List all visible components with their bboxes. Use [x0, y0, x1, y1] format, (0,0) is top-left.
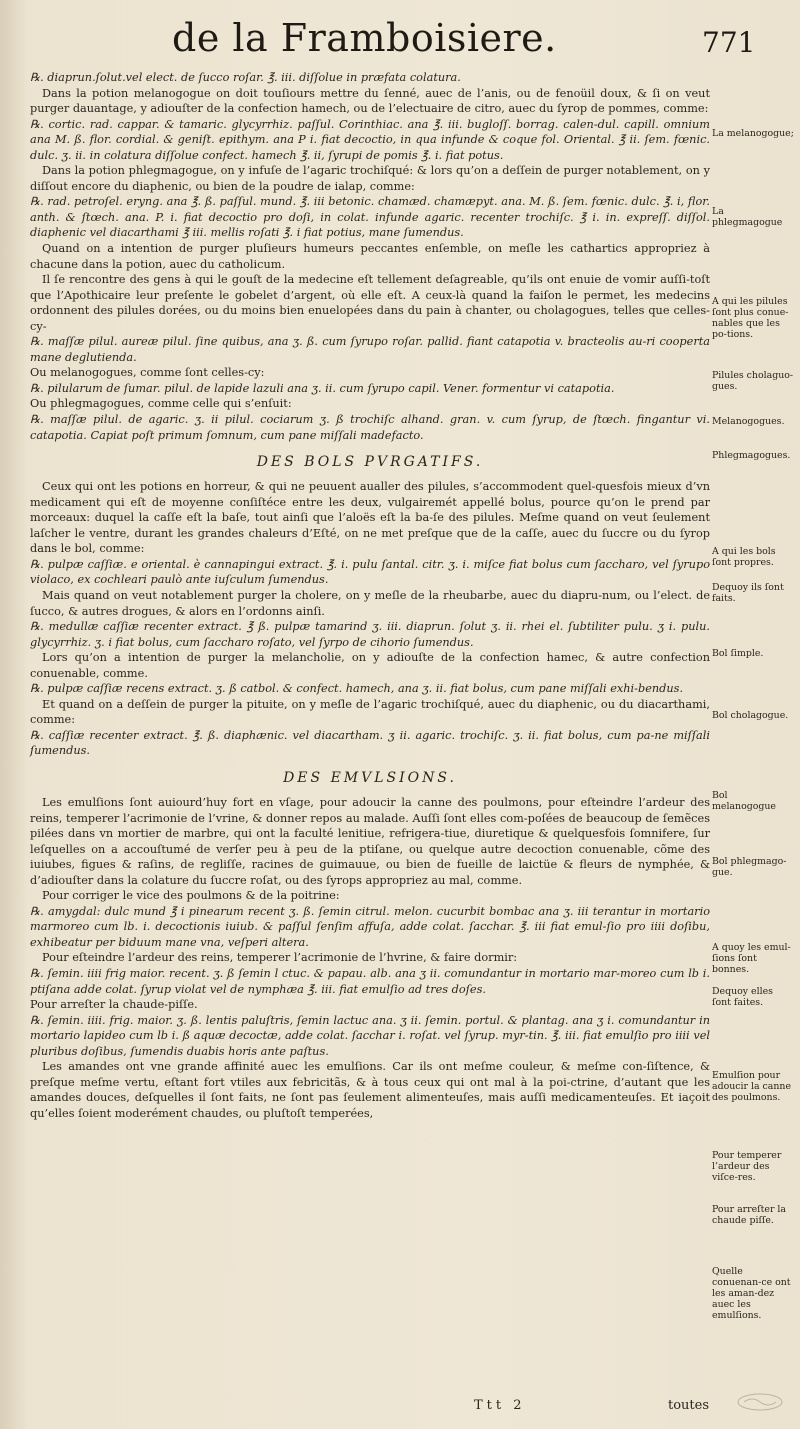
library-stamp-smudge: [736, 1392, 784, 1412]
prescription: ℞. rad. petroſel. eryng. ana ℥. ß. paſſul. mund. ℥. iii betonic. chamæd. chamæpyt. ana. M. ß. ſem. fœnic. dulc. ℥. i, flor. anth. & ſtœch. ana. P. i. fiat decoctio pro doſi, in colat. infunde agaric. recenter trochiſc. ℥ i. in. expreſſ. diſſol. diaphenic vel diacarthami ℥ iii. mellis roſati ℥. i fiat potius, mane ſumendus.: [30, 195, 710, 240]
margin-note: La phlegmagogue: [712, 206, 783, 228]
margin-note: A quoy les emul-ſions ſont bonnes.: [712, 942, 791, 975]
prescription: ℞. medullæ caſſiæ recenter extract. ℥ ß. pulpæ tamarind ʒ. iii. diaprun. ſolut ʒ. ii. rhei el. ſubtiliter pulu. ʒ i. pulu. glycyrrhiz. ʒ. i fiat bolus, cum ſaccharo roſato, vel ſyrpo de cihorio ſumendus.: [30, 620, 710, 649]
paragraph: Lors qu’on a intention de purger la melancholie, on y adiouſte de la confection hamec, & autre confection conuenable, comme.: [30, 651, 710, 680]
paragraph: Les emulſions ſont auiourd’huy fort en vſage, pour adoucir la canne des poulmons, pour eſteindre l’ardeur des reins, temperer l’acrimonie de l’vrine, & donner repos au malade. Auſſi ſont elles com-poſées de beaucoup de ſemẽces pilées dans vn mortier de marbre, qui ont la faculté lenitiue, refrigera-tiue, diuretique & quelquesfois ſomnifere, ſur leſquelles on a accouſtumé de verſer peu à peu de la ptiſane, ou quelque autre decoction conuenable, cõme des iuiubes, figues & raſins, de regliſſe, racines de guimauue, ou bien de fueille de laictüe & fleurs de nymphée, & d’adiouſter dans la colature du ſuccre roſat, ou des ſyrops appropriez au mal, comme.: [30, 795, 710, 887]
margin-note: Quelle conuenan-ce ont les aman-dez auec les emulſions.: [712, 1266, 791, 1321]
margin-note: La melanogogue;: [712, 128, 794, 139]
catchword: toutes: [668, 1398, 710, 1413]
paragraph: Dans la potion melanogogue on doit touſiours mettre du ſenné, auec de l’anis, ou de fenoüil doux, & ſi on veut purger dauantage, y adiouſter de la confection hamech, ou de l’electuaire de citro, auec du ſyrop de pommes, comme:: [30, 86, 710, 116]
prescription: ℞. maſſæ pilul. aureæ pilul. ſine quibus, ana ʒ. ß. cum ſyrupo roſar. pallid. fiant catapotia v. bracteolis au-ri cooperta mane deglutienda.: [30, 335, 710, 364]
signature-mark: Ttt 2: [474, 1398, 526, 1413]
margin-note: Phlegmagogues.: [712, 450, 791, 461]
paragraph: Pour eſteindre l’ardeur des reins, temperer l’acrimonie de l’hvrine, & faire dormir:: [42, 951, 518, 965]
prescription: ℞. amygdal: dulc mund ℥ i pinearum recent ʒ. ß. ſemin citrul. melon. cucurbit bombac ana ʒ. iii terantur in mortario marmoreo cum lb. i. decoctionis iuiub. & paſſul ſenſim affuſa, adde colat. ſacchar. ℥. iii fiat emul-ſio pro iiii doſibu, exhibeatur per biduum mane vna, veſperi altera.: [30, 904, 710, 949]
paragraph: Ou melanogogues, comme ſont celles-cy:: [30, 366, 265, 380]
prescription: ℞. ſemin. iiii. frig. maior. ʒ. ß. lentis paluſtris, ſemin lactuc ana. ʒ ii. ſemin. portul. & plantag. ana ʒ i. comundantur in mortario lapideo cum lb i. ß aquæ decoctæ, adde colat. ſacchar i. roſat. vel ſyrup. myr-tin. ℥. iii. fiat emulſio pro iiii vel pluribus doſibus, ſumendis duabis horis ante paſtus.: [30, 1013, 710, 1058]
page-header: [0, 12, 800, 70]
prescription: ℞. caſſiæ recenter extract. ℥. ß. diaphænic. vel diacartham. ʒ ii. agaric. trochiſc. ʒ. ii. fiat bolus, cum pa-ne miſſali ſumendus.: [30, 728, 710, 758]
prescription: ℞. pulpæ caſſiæ. e oriental. è cannapingui extract. ℥. i. pulu ſantal. citr. ʒ. i. miſce fiat bolus cum ſaccharo, vel ſyrupo violaco, ex cochleari paulò ante iuſculum ſumendus.: [30, 557, 710, 587]
main-text-column: [30, 70, 710, 1400]
margin-note: Pilules cholaguo-gues.: [712, 370, 794, 392]
section-heading: DES BOLS PVRGATIFS.: [256, 454, 484, 471]
margin-note: Pour temperer l’ardeur des viſce-res.: [712, 1150, 782, 1183]
margin-note: Dequoy elles ſont faites.: [712, 986, 773, 1008]
prescription: ℞. maſſæ pilul. de agaric. ʒ. ii pilul. cociarum ʒ. ß trochiſc alhand. gran. v. cum ſyrup, de ſtœch. fingantur vi. catapotia. Capiat poſt primum ſomnum, cum pane miſſali madefacto.: [30, 413, 710, 442]
margin-note: A qui les pilules ſont plus conue-nables que les po-tions.: [712, 296, 789, 340]
prescription: ℞. ſemin. iiii frig maior. recent. ʒ. ß ſemin l ctuc. & papau. alb. ana ʒ ii. comundantur in mortario mar-moreo cum lb i. ptiſana adde colat. ſyrup violat vel de nymphæa ℥. iii. fiat emulſio ad tres doſes.: [30, 966, 710, 996]
page-number: 771: [702, 26, 756, 59]
section-heading: DES EMVLSIONS.: [283, 769, 457, 786]
paragraph: Mais quand on veut notablement purger la cholere, on y meſle de la rheubarbe, auec du diapru-num, ou l’elect. de ſucco, & autres drogues, & alors en l’ordonns ainſi.: [30, 588, 710, 618]
prescription: ℞. pulpæ caſſiæ recens extract. ʒ. ß catbol. & confect. hamech, ana ʒ. ii. fiat bolus, cum pane miſſali exhi-bendus.: [30, 682, 684, 696]
prescription: ℞. pilularum de ſumar. pilul. de lapide lazuli ana ʒ. ii. cum ſyrupo capil. Vener. formentur vi catapotia.: [30, 381, 615, 395]
prescription: ℞. diaprun.ſolut.vel elect. de ſucco roſar. ℥. iii. diſſolue in præfata colatura.: [30, 71, 461, 84]
paragraph: Pour corriger le vice des poulmons & de la poitrine:: [42, 889, 340, 903]
margin-note: Pour arreſter la chaude piſſe.: [712, 1204, 787, 1226]
paragraph: Les amandes ont vne grande affinité auec les emulſions. Car ils ont meſme couleur, & meſme con-ſiſtence, & preſque meſme vertu, eſtant fort vtiles aux febricitãs, & à tous ceux qui ont mal à la poi-ctrine, d’autant que les amandes douces, deſquelles il ſont faits, ne ſont pas ſeulement alimenteuſes, mais auſſi medicamenteuſes. Et iaçoit qu’elles ſoient moderément chaudes, ou pluſtoſt temperées,: [30, 1060, 710, 1120]
paragraph: Quand on a intention de purger pluſieurs humeurs peccantes enſemble, on meſle les cathartics appropriez à chacune dans la potion, auec du catholicum.: [30, 242, 710, 271]
running-title: de la Framboisiere.: [172, 16, 557, 60]
prescription: ℞. cortic. rad. cappar. & tamaric. glycyrrhiz. paſſul. Corinthiac. ana ℥. iii. bugloſſ. borrag. calen-dul. capill. omnium ana M. ß. flor. cordial. & geniſt. epithym. ana P i. fiat decoctio, in qua infunde & coque fol. Oriental. ℥ ii. ſem. fœnic. dulc. ʒ. ii. in colatura diſſolue confect. hamech ℥. ii, ſyrupi de pomis ℥. i. fiat potus.: [30, 117, 710, 162]
margin-note: Dequoy ils ſont faits.: [712, 582, 784, 604]
paragraph: Ceux qui ont les potions en horreur, & qui ne peuuent aualler des pilules, s’accommodent quel-quesfois mieux d’vn medicament qui eſt de moyenne conſiſtéce entre les deux, vulgairemét appellé bolus, pource qu’on le prend par morceaux: duquel la caſſe eſt la baſe, tout ainſi que l’aloës eſt la ba-ſe des pilules. Meſme quand on veut ſeulement laſcher le ventre, durant les grandes chaleurs d’Eſté, on ne met preſque que de la caſſe, auec du ſuccre ou du ſyrop dans le bol, comme:: [30, 480, 710, 556]
margin-note: Bol phlegmago-gue.: [712, 856, 787, 878]
paragraph: Pour arreſter la chaude-piſſe.: [30, 998, 198, 1012]
margin-note: Bol cholagogue.: [712, 710, 789, 721]
margin-note: A qui les bols ſont propres.: [712, 546, 776, 568]
margin-note: Emulſion pour adoucir la canne des poulmons.: [712, 1070, 792, 1103]
paragraph: Dans la potion phlegmagogue, on y infuſe de l’agaric trochiſqué: & lors qu’on a deſſein de purger notablement, on y diſſout encore du diaphenic, ou bien de la poudre de ialap, comme:: [30, 164, 710, 193]
margin-note: Bol melanogogue: [712, 790, 776, 812]
margin-note: Bol ſimple.: [712, 648, 764, 659]
paragraph: Et quand on a deſſein de purger la pituite, on y meſle de l’agaric trochiſqué, auec du diaphenic, ou du diacarthami, comme:: [30, 697, 710, 727]
margin-note: Melanogogues.: [712, 416, 785, 427]
page-footer: [0, 1398, 800, 1420]
margin-notes-column: [712, 70, 794, 1400]
paragraph: Il ſe rencontre des gens à qui le gouſt de la medecine eſt tellement deſagreable, qu’ils ont enuie de vomir auſſi-toſt que l’Apothicaire leur preſente le gobelet d’argent, où elle eſt. A ceux-là quand la faiſon le permet, les medecins ordonnent des pilules dorées, ou du moins bien enuelopées dans du pain à chanter, ou cholagogues, telles que celles-cy-: [30, 273, 710, 333]
paragraph: Ou phlegmagogues, comme celle qui s’enſuit:: [30, 397, 292, 411]
